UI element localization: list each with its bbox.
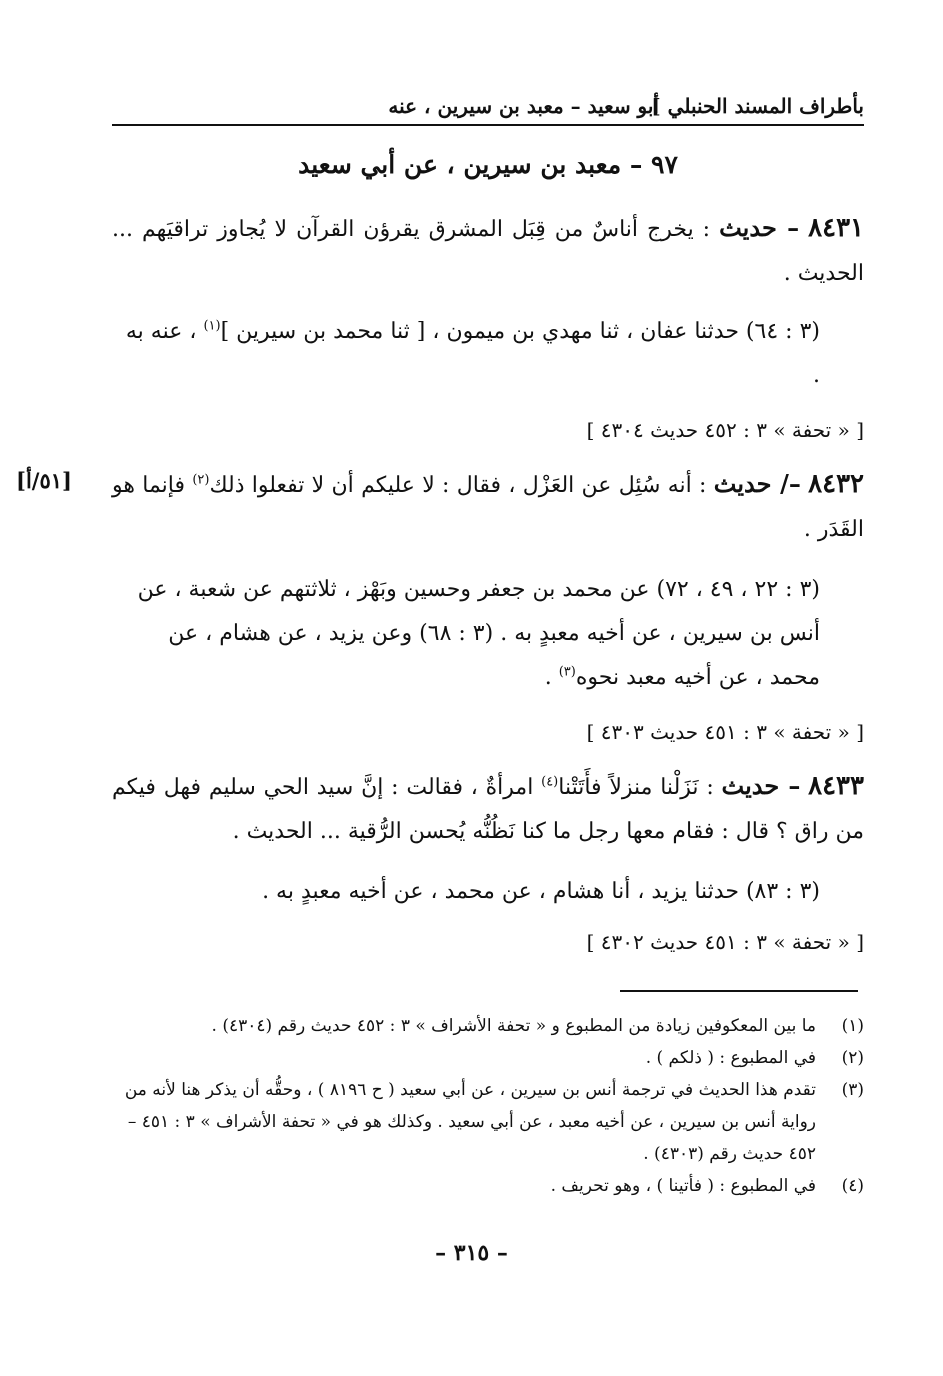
isnad-part: ، عنه به .: [125, 319, 820, 388]
header-book-title: بأطراف المسند الحنبلي ]: [651, 94, 864, 118]
isnad-block: [112, 568, 864, 700]
hadith-number: ٨٤٣١: [808, 213, 864, 243]
hadith-number: ٨٤٣٢: [808, 469, 864, 499]
hadith-keyword: – حديث: [719, 213, 800, 242]
footnote-number: (٢): [841, 1048, 864, 1068]
footnote-number: (١): [841, 1016, 864, 1036]
hadith-text: [112, 462, 864, 552]
footnote-text: ما بين المعكوفين زيادة من المطبوع و « تحفة الأشراف » ٣ : ٤٥٢ حديث رقم (٤٣٠٤) .: [211, 1016, 816, 1036]
isnad-block: [112, 870, 864, 914]
isnad-part: (٣ : ٢٢ ، ٤٩ ، ٧٢) عن محمد بن جعفر وحسين وبَهْز ، ثلاثتهم عن شعبة ، عن أنس بن سيرين ، عن أخيه معبدٍ به . (٣ : ٦٨) وعن يزيد ، عن هشام ، عن محمد ، عن أخيه معبد نحوه: [137, 577, 820, 690]
isnad-text: (٣ : ٨٣) حدثنا يزيد ، أنا هشام ، عن محمد ، عن أخيه معبدٍ به .: [262, 879, 820, 904]
footnote: [112, 1170, 864, 1202]
header-chapter-label: أبو سعيد – معبد بن سيرين ، عنه: [388, 94, 659, 118]
margin-folio-note: [٥١/أ]: [16, 468, 72, 493]
isnad-block: [112, 310, 864, 398]
hadith-matn: فإنما هو القَدَر .: [112, 473, 864, 542]
tuhfa-reference: [ « تحفة » ٣ : ٤٥١ حديث ٤٣٠٣ ]: [586, 720, 864, 744]
footnote-ref: (٤): [541, 774, 559, 790]
hadith-number: ٨٤٣٣: [808, 771, 864, 801]
hadith-matn: : أنه سُئِل عن العَزْل ، فقال : لا عليكم أن لا تفعلوا ذلك: [209, 473, 707, 498]
page-number: – ٣١٥ –: [435, 1240, 508, 1266]
hadith-keyword: – حديث: [721, 771, 801, 800]
footnote-text: في المطبوع : ( فأتينا ) ، وهو تحريف .: [550, 1176, 816, 1196]
footnote-number: (٤): [841, 1176, 864, 1196]
hadith-text: [112, 206, 864, 296]
footnote-divider: [620, 990, 858, 992]
hadith-entry: [112, 206, 864, 296]
isnad-text: [112, 568, 864, 700]
hadith-matn: امرأةٌ ، فقالت : إنَّ سيد الحي سليم فهل فيكم من راق ؟ قال : فقام معها رجل ما كنا نَظُنُّه يُحسن الرُّقية ... الحديث .: [112, 775, 864, 844]
hadith-matn: : يخرج أناسٌ من قِبَل المشرق يقرؤن القرآن لا يُجاوز تراقيَهم ... الحديث .: [112, 217, 864, 286]
hadith-matn: : نَزَلْنا منزلاً فأَتَتْنا: [558, 775, 714, 800]
hadith-keyword: –/ حديث: [713, 469, 801, 498]
hadith-text: [112, 764, 864, 854]
footnote-number: (٣): [841, 1080, 864, 1100]
footnote-text: تقدم هذا الحديث في ترجمة أنس بن سيرين ، عن أبي سعيد ( ح ٨١٩٦ ) ، وحقُّه أن يذكر هنا لأنه من رواية أنس بن سيرين ، عن أخيه معبد ، عن أبي سعيد . وكذلك هو في « تحفة الأشراف » ٣ : ٤٥١ – ٤٥٢ حديث رقم (٤٣٠٣) .: [124, 1080, 816, 1164]
footnote-ref: (١): [203, 318, 221, 334]
footnotes: [112, 1010, 864, 1202]
hadith-entry: [112, 462, 864, 552]
chapter-title: ٩٧ – معبد بن سيرين ، عن أبي سعيد: [298, 150, 678, 179]
isnad-part: (٣ : ٦٤) حدثنا عفان ، ثنا مهدي بن ميمون ، [ ثنا محمد بن سيرين ]: [220, 319, 820, 344]
footnote-text: في المطبوع : ( ذلكم ) .: [645, 1048, 816, 1068]
footnote: [112, 1010, 864, 1042]
footnote-ref: (٢): [192, 472, 210, 488]
isnad-part: .: [544, 665, 552, 690]
isnad-text: [112, 310, 864, 398]
tuhfa-reference: [ « تحفة » ٣ : ٤٥١ حديث ٤٣٠٢ ]: [586, 930, 864, 954]
tuhfa-reference: [ « تحفة » ٣ : ٤٥٢ حديث ٤٣٠٤ ]: [586, 418, 864, 442]
footnote: [112, 1074, 864, 1170]
running-header: [112, 90, 864, 126]
footnote-ref: (٣): [558, 664, 576, 680]
footnote: [112, 1042, 864, 1074]
hadith-entry: [112, 764, 864, 854]
